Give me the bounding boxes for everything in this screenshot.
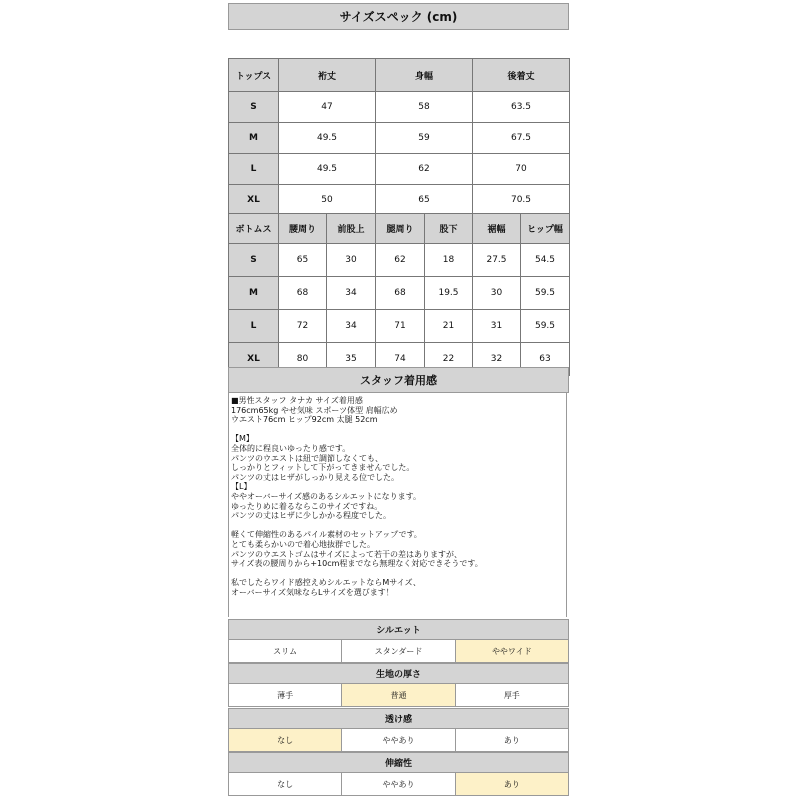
bottoms-header-cell: 前股上 xyxy=(327,214,376,244)
measure-cell: 58 xyxy=(376,92,473,123)
review-line: 【L】 xyxy=(231,482,252,492)
measure-cell: 65 xyxy=(376,185,473,216)
silhouette-scale xyxy=(228,639,569,663)
size-label: S xyxy=(229,244,279,277)
measure-cell: 59.5 xyxy=(521,277,570,310)
size-label: L xyxy=(229,154,279,185)
measure-cell: 32 xyxy=(473,343,521,376)
tops-header-cell: トップス xyxy=(229,59,279,92)
measure-cell: 70.5 xyxy=(473,185,570,216)
review-line: しっかりとフィットして下がってきませんでした。 xyxy=(231,463,415,473)
measure-cell: 19.5 xyxy=(425,277,473,310)
bottoms-header-cell: 股下 xyxy=(425,214,473,244)
scale-option: 薄手 xyxy=(228,683,342,707)
tops-header-cell: 後着丈 xyxy=(473,59,570,92)
bottoms-header-row xyxy=(229,214,570,244)
fabric-thickness-heading: 生地の厚さ xyxy=(228,663,569,684)
table-row xyxy=(229,123,570,154)
bottoms-header-cell: 裾幅 xyxy=(473,214,521,244)
measure-cell: 31 xyxy=(473,310,521,343)
review-spacer xyxy=(231,521,564,531)
staff-review-text xyxy=(228,392,567,617)
measure-cell: 74 xyxy=(376,343,425,376)
measure-cell: 49.5 xyxy=(279,154,376,185)
measure-cell: 59.5 xyxy=(521,310,570,343)
measure-cell: 80 xyxy=(279,343,327,376)
scale-option: ややあり xyxy=(341,772,455,796)
size-label: M xyxy=(229,123,279,154)
scale-option: なし xyxy=(228,772,342,796)
bottoms-header-cell: ボトムス xyxy=(229,214,279,244)
scale-option: あり xyxy=(455,728,569,752)
measure-cell: 63.5 xyxy=(473,92,570,123)
review-line: ゆったりめに着るならこのサイズですね。 xyxy=(231,501,383,511)
measure-cell: 65 xyxy=(279,244,327,277)
review-line: パンツのウエストは紐で調節しなくても、 xyxy=(231,453,383,463)
measure-cell: 72 xyxy=(279,310,327,343)
scale-option: スリム xyxy=(228,639,342,663)
measure-cell: 22 xyxy=(425,343,473,376)
table-row xyxy=(229,154,570,185)
measure-cell: 30 xyxy=(473,277,521,310)
stretch-heading: 伸縮性 xyxy=(228,752,569,773)
staff-review-heading: スタッフ着用感 xyxy=(228,367,569,393)
scale-option: 普通 xyxy=(341,683,455,707)
size-label: L xyxy=(229,310,279,343)
measure-cell: 68 xyxy=(279,277,327,310)
bottoms-header-cell: 腰周り xyxy=(279,214,327,244)
review-line: オーバーサイズ気味ならLサイズを選びます！ xyxy=(231,587,394,597)
silhouette-heading: シルエット xyxy=(228,619,569,640)
tops-header-cell: 身幅 xyxy=(376,59,473,92)
size-spec-title: サイズスペック (cm) xyxy=(228,3,569,30)
measure-cell: 68 xyxy=(376,277,425,310)
review-line: ややオーバーサイズ感のあるシルエットになります。 xyxy=(231,491,421,501)
measure-cell: 62 xyxy=(376,244,425,277)
sheerness-heading: 透け感 xyxy=(228,708,569,729)
measure-cell: 35 xyxy=(327,343,376,376)
table-row xyxy=(229,310,570,343)
measure-cell: 50 xyxy=(279,185,376,216)
tops-header-cell: 裄丈 xyxy=(279,59,376,92)
review-line: 私でしたらワイド感控えめシルエットならMサイズ、 xyxy=(231,578,421,588)
table-row xyxy=(229,92,570,123)
review-line: とても柔らかいので着心地抜群でした。 xyxy=(231,539,375,549)
review-line: ■男性スタッフ タナカ サイズ着用感 xyxy=(231,396,363,405)
scale-option: あり xyxy=(455,772,569,796)
table-row xyxy=(229,185,570,216)
review-line: パンツの丈はヒザがしっかり見える位でした。 xyxy=(231,472,399,482)
scale-option: ややワイド xyxy=(455,639,569,663)
tops-size-table xyxy=(228,58,570,216)
review-spacer xyxy=(231,569,564,579)
scale-option: 厚手 xyxy=(455,683,569,707)
size-label: S xyxy=(229,92,279,123)
measure-cell: 34 xyxy=(327,310,376,343)
measure-cell: 30 xyxy=(327,244,376,277)
sheerness-scale xyxy=(228,728,569,752)
review-line: 軽くて伸縮性のあるパイル素材のセットアップです。 xyxy=(231,530,422,540)
review-line: パンツの丈はヒザに少しかかる程度でした。 xyxy=(231,511,391,521)
size-label: XL xyxy=(229,185,279,216)
review-line: 176cm65kg やせ気味 スポーツ体型 肩幅広め xyxy=(231,405,398,415)
measure-cell: 70 xyxy=(473,154,570,185)
measure-cell: 71 xyxy=(376,310,425,343)
measure-cell: 62 xyxy=(376,154,473,185)
review-line: 全体的に程良いゆったり感です。 xyxy=(231,443,351,453)
scale-option: ややあり xyxy=(341,728,455,752)
table-row xyxy=(229,277,570,310)
review-line: サイズ表の腰周りから+10cm程までなら無理なく対応できそうです。 xyxy=(231,559,483,569)
bottoms-size-table xyxy=(228,213,570,376)
measure-cell: 21 xyxy=(425,310,473,343)
measure-cell: 63 xyxy=(521,343,570,376)
bottoms-header-cell: 腿周り xyxy=(376,214,425,244)
measure-cell: 59 xyxy=(376,123,473,154)
review-line: ウエスト76cm ヒップ92cm 太腿 52cm xyxy=(231,415,378,425)
scale-option: なし xyxy=(228,728,342,752)
measure-cell: 47 xyxy=(279,92,376,123)
fabric-thickness-scale xyxy=(228,683,569,707)
measure-cell: 18 xyxy=(425,244,473,277)
measure-cell: 27.5 xyxy=(473,244,521,277)
review-line: 【M】 xyxy=(231,434,254,444)
size-label: XL xyxy=(229,343,279,376)
measure-cell: 49.5 xyxy=(279,123,376,154)
table-row xyxy=(229,244,570,277)
measure-cell: 34 xyxy=(327,277,376,310)
tops-header-row xyxy=(229,59,570,92)
scale-option: スタンダード xyxy=(341,639,455,663)
review-line: パンツのウエストゴムはサイズによって若干の差はありますが、 xyxy=(231,549,463,559)
measure-cell: 67.5 xyxy=(473,123,570,154)
stretch-scale xyxy=(228,772,569,796)
review-spacer xyxy=(231,425,564,435)
bottoms-header-cell: ヒップ幅 xyxy=(521,214,570,244)
size-label: M xyxy=(229,277,279,310)
measure-cell: 54.5 xyxy=(521,244,570,277)
